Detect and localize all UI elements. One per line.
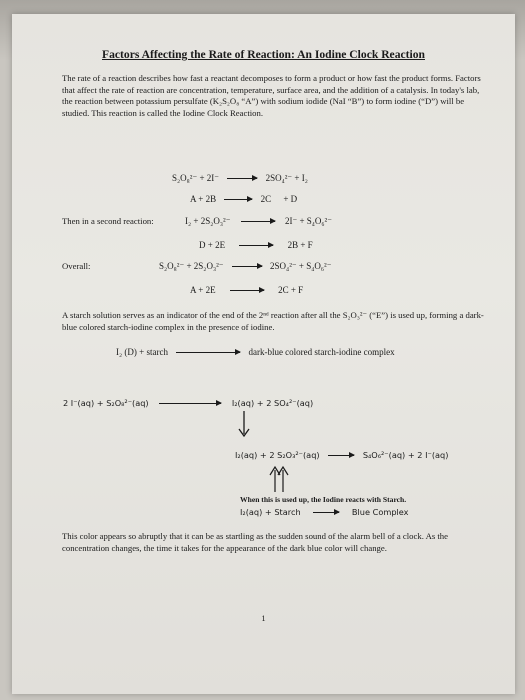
equation-2-left: A + 2B <box>190 194 217 204</box>
closing-paragraph: This color appears so abruptly that it can be as startling as the sudden sound of the alarm bell of a clock. As the concentration changes, the time it takes for the appearance of the dark blue color will change. <box>62 531 449 553</box>
equation-2 <box>190 194 297 204</box>
page-number: 1 <box>261 613 266 623</box>
equation-2-right: + D <box>283 194 298 204</box>
equation-3 <box>185 216 332 227</box>
equation-1-left: S₂O₈²⁻ + 2I⁻ <box>172 173 220 183</box>
starch-note: When this is used up, the Iodine reacts with Starch. <box>240 495 407 504</box>
arrow-icon <box>224 199 252 200</box>
arrow-icon <box>241 221 275 222</box>
equation-4-right: 2B + F <box>287 240 313 250</box>
equation-7-left: I₂ (D) + starch <box>116 347 168 357</box>
handwritten-equation-2-right: S₄O₆²⁻(aq) + 2 I⁻(aq) <box>362 450 449 460</box>
arrow-icon <box>239 245 273 246</box>
arrow-icon <box>230 290 264 291</box>
handwritten-equation-3 <box>240 507 409 517</box>
arrow-icon <box>313 512 339 513</box>
equation-1-right: 2SO₄²⁻ + I₂ <box>265 173 308 183</box>
equation-6 <box>190 285 303 295</box>
handwritten-equation-2 <box>235 450 448 460</box>
overall-label: Overall: <box>62 261 91 271</box>
equation-3-left: I₂ + 2S₂O₃²⁻ <box>185 216 231 226</box>
handwritten-equation-3-left: I₂(aq) + Starch <box>240 507 301 517</box>
arrow-icon <box>328 455 354 456</box>
handwritten-equation-1-right: I₂(aq) + 2 SO₄²⁻(aq) <box>231 398 314 408</box>
worksheet-page <box>12 14 515 694</box>
arrow-icon <box>232 266 262 267</box>
handwritten-equation-3-right: Blue Complex <box>351 507 409 517</box>
equation-5 <box>159 261 331 272</box>
down-arrow-icon <box>237 410 251 438</box>
equation-3-right: 2I⁻ + S₄O₆²⁻ <box>284 216 333 226</box>
handwritten-equation-2-left: I₂(aq) + 2 S₂O₃²⁻(aq) <box>235 450 320 460</box>
equation-7-right: dark-blue colored starch-iodine complex <box>248 347 395 357</box>
equation-5-right: 2SO₄²⁻ + S₄O₆²⁻ <box>270 261 332 271</box>
intro-paragraph: The rate of a reaction describes how fast a reactant decomposes to form a product or how fast the product forms. Factors that affect the rate of reaction are concentration, temperature, surface area, and the addition of a catalysis. In today's lab, the reaction between potassium persulfate (K₂S₂O₈ “A”) with sodium iodide (NaI “B”) to form iodine (“D”) will be studied. This reaction is called the Iodine Clock Reaction. <box>62 73 481 118</box>
equation-4-left: D + 2E <box>199 240 226 250</box>
page-title: Factors Affecting the Rate of Reaction: An Iodine Clock Reaction <box>102 48 425 61</box>
starch-paragraph: A starch solution serves as an indicator of the end of the 2ⁿᵈ reaction after all the S₂O₃²⁻ (“E”) is used up, forming a dark-blue colored starch-iodine complex in the presence of iodine. <box>62 310 484 332</box>
double-up-arrow-icon <box>268 464 290 494</box>
handwritten-equation-1-left: 2 I⁻(aq) + S₂O₈²⁻(aq) <box>63 398 149 408</box>
equation-6-right: 2C + F <box>278 285 304 295</box>
equation-7 <box>116 347 395 357</box>
arrow-icon <box>159 403 221 404</box>
equation-1 <box>172 173 308 184</box>
equation-5-left: S₂O₈²⁻ + 2S₂O₃²⁻ <box>159 261 224 271</box>
arrow-icon <box>176 352 240 353</box>
equation-6-left: A + 2E <box>190 285 216 295</box>
equation-2-mid: 2C <box>260 194 272 204</box>
handwritten-equation-1 <box>63 398 313 408</box>
second-reaction-label: Then in a second reaction: <box>62 216 154 226</box>
arrow-icon <box>227 178 257 179</box>
equation-4 <box>199 240 313 250</box>
